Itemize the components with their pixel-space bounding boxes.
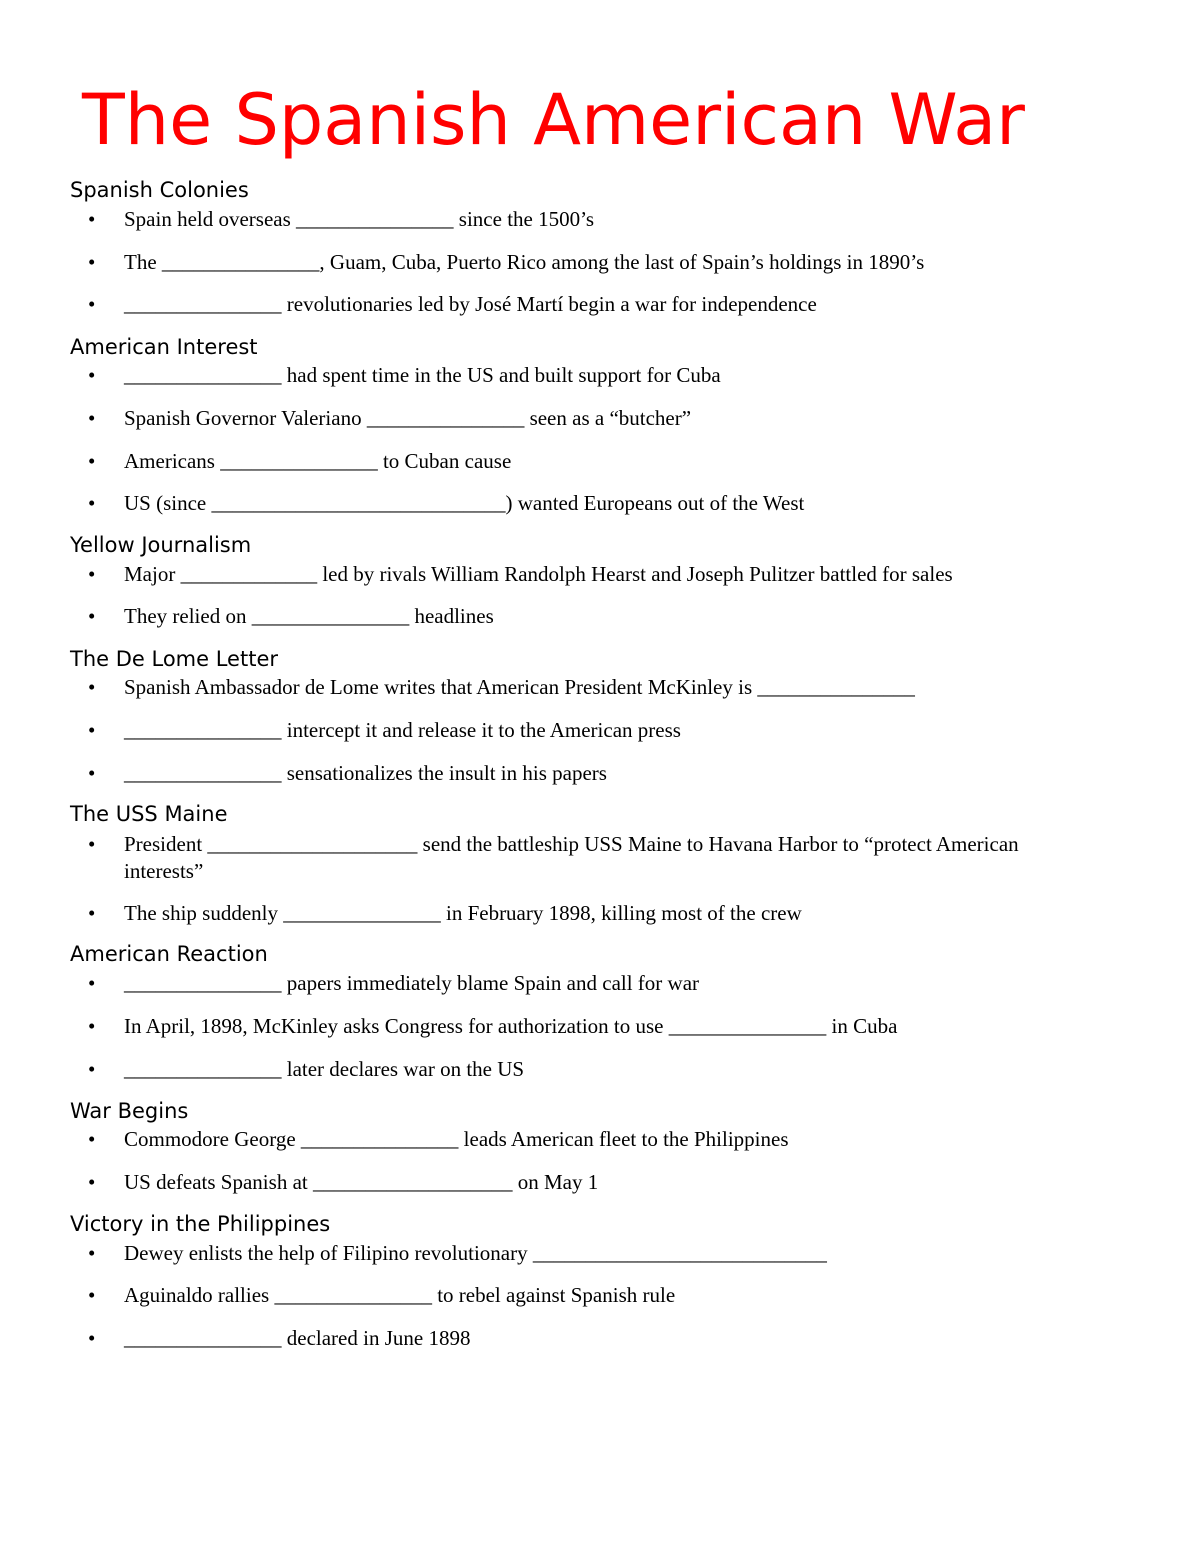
bullet-icon: •: [88, 449, 96, 473]
bullet-item: [88, 249, 1098, 276]
bullet-text: Aguinaldo rallies _______________ to rebel against Spanish rule: [124, 1283, 676, 1307]
bullet-item: [88, 1325, 1098, 1352]
bullet-icon: •: [88, 718, 96, 742]
bullet-text: The _______________, Guam, Cuba, Puerto Rico among the last of Spain’s holdings in 1890’s: [124, 250, 925, 274]
section-heading: Victory in the Philippines: [70, 1212, 331, 1236]
bullet-text: Spanish Governor Valeriano _______________ seen as a “butcher”: [124, 406, 692, 430]
section-heading: Yellow Journalism: [70, 533, 252, 557]
bullet-icon: •: [88, 363, 96, 387]
bullet-item: [88, 1240, 1098, 1267]
bullet-item: [88, 760, 1098, 787]
bullet-text: In April, 1898, McKinley asks Congress for authorization to use _______________ in Cuba: [124, 1014, 898, 1038]
bullet-item: [88, 561, 1098, 588]
bullet-icon: •: [88, 675, 96, 699]
bullet-icon: •: [88, 604, 96, 628]
bullet-item: [88, 490, 1098, 517]
bullet-icon: •: [88, 971, 96, 995]
bullet-icon: •: [88, 491, 96, 515]
bullet-icon: •: [88, 1326, 96, 1350]
bullet-icon: •: [88, 1014, 96, 1038]
bullet-text: Americans _______________ to Cuban cause: [124, 449, 512, 473]
bullet-text: The ship suddenly _______________ in February 1898, killing most of the crew: [124, 901, 802, 925]
section-heading: The USS Maine: [70, 802, 228, 826]
bullet-text: Major _____________ led by rivals William Randolph Hearst and Joseph Pulitzer battled for sales: [124, 562, 953, 586]
bullet-icon: •: [88, 292, 96, 316]
bullet-item: [88, 206, 1098, 233]
bullet-text: _______________ had spent time in the US and built support for Cuba: [124, 363, 721, 387]
page-title: The Spanish American War: [82, 79, 1025, 161]
bullet-item: [88, 362, 1098, 389]
bullet-icon: •: [88, 406, 96, 430]
bullet-item: [88, 1056, 1098, 1083]
bullet-icon: •: [88, 1127, 96, 1151]
bullet-icon: •: [88, 1241, 96, 1265]
section-heading: Spanish Colonies: [70, 178, 249, 202]
bullet-text: US defeats Spanish at ___________________ on May 1: [124, 1170, 599, 1194]
bullet-text: _______________ revolutionaries led by José Martí begin a war for independence: [124, 292, 817, 316]
bullet-text: _______________ later declares war on the US: [124, 1057, 525, 1081]
bullet-item: [88, 1282, 1098, 1309]
bullet-text: _______________ sensationalizes the insult in his papers: [124, 761, 607, 785]
section-heading: American Reaction: [70, 942, 268, 966]
bullet-text: US (since ____________________________) wanted Europeans out of the West: [124, 491, 805, 515]
bullet-item: [88, 603, 1098, 630]
bullet-icon: •: [88, 1283, 96, 1307]
bullet-text: President ____________________ send the battleship USS Maine to Havana Harbor to “protect American interests”: [124, 832, 1024, 883]
bullet-text: _______________ intercept it and release it to the American press: [124, 718, 681, 742]
bullet-text: Dewey enlists the help of Filipino revolutionary ____________________________: [124, 1241, 827, 1265]
bullet-item: [88, 717, 1098, 744]
bullet-icon: •: [88, 832, 96, 856]
bullet-item: [88, 831, 1098, 885]
bullet-item: [88, 405, 1098, 432]
bullet-item: [88, 674, 1098, 701]
bullet-icon: •: [88, 1170, 96, 1194]
bullet-item: [88, 448, 1098, 475]
bullet-item: [88, 291, 1098, 318]
bullet-text: _______________ papers immediately blame Spain and call for war: [124, 971, 700, 995]
bullet-icon: •: [88, 207, 96, 231]
bullet-icon: •: [88, 250, 96, 274]
bullet-icon: •: [88, 1057, 96, 1081]
bullet-item: [88, 900, 1098, 927]
bullet-item: [88, 970, 1098, 997]
bullet-item: [88, 1126, 1098, 1153]
section-heading: American Interest: [70, 335, 258, 359]
bullet-text: Spanish Ambassador de Lome writes that American President McKinley is _______________: [124, 675, 915, 699]
section-heading: The De Lome Letter: [70, 647, 279, 671]
bullet-item: [88, 1169, 1098, 1196]
bullet-text: Spain held overseas _______________ since the 1500’s: [124, 207, 595, 231]
bullet-icon: •: [88, 562, 96, 586]
section-heading: War Begins: [70, 1099, 189, 1123]
bullet-icon: •: [88, 761, 96, 785]
bullet-icon: •: [88, 901, 96, 925]
bullet-text: _______________ declared in June 1898: [124, 1326, 471, 1350]
bullet-text: They relied on _______________ headlines: [124, 604, 494, 628]
bullet-item: [88, 1013, 1098, 1040]
bullet-text: Commodore George _______________ leads American fleet to the Philippines: [124, 1127, 789, 1151]
